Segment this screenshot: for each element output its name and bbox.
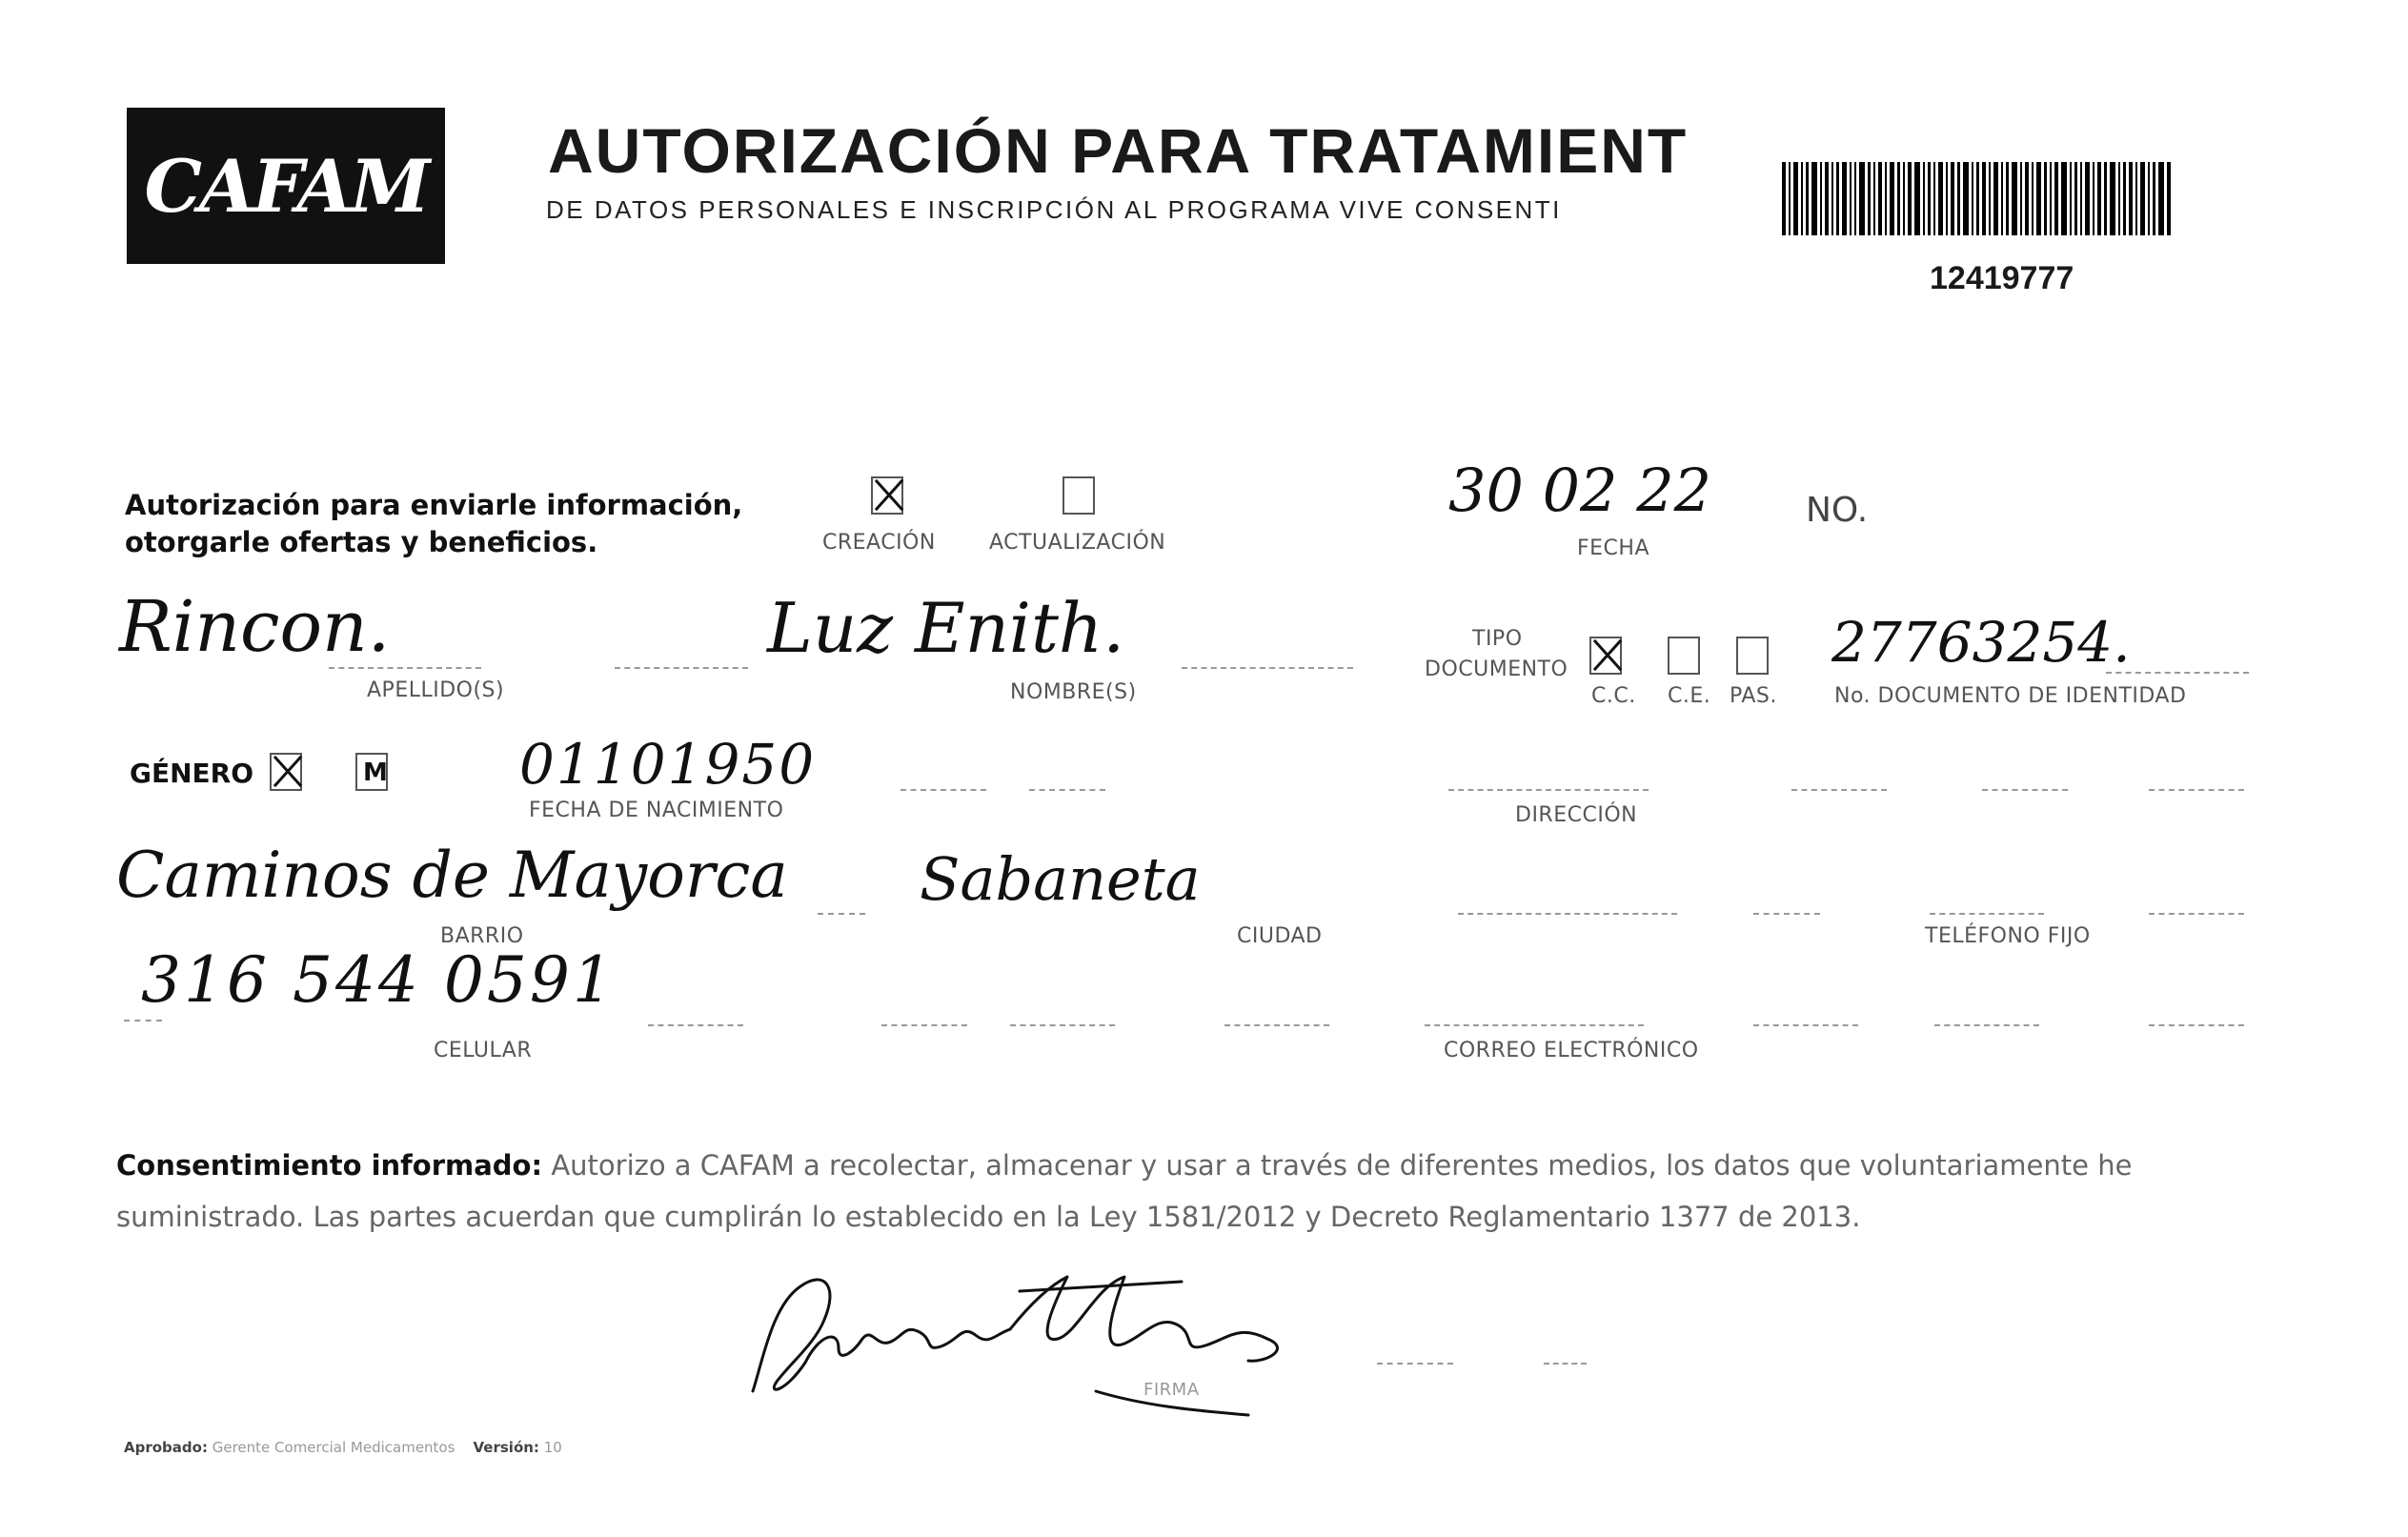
logo-text: CAFAM: [144, 143, 428, 229]
correo-line-7: [2149, 1024, 2244, 1026]
direccion-line-1: [1029, 789, 1105, 791]
barcode-number: 12419777: [1930, 260, 2074, 296]
cc-checkbox[interactable]: [1589, 637, 1622, 675]
nacimiento-value[interactable]: 01101950: [519, 732, 817, 797]
aprobado-value: Gerente Comercial Medicamentos: [212, 1439, 455, 1456]
ce-label: C.E.: [1668, 684, 1711, 708]
pas-checkbox[interactable]: [1736, 637, 1769, 675]
ciudad-value[interactable]: Sabaneta: [920, 844, 1201, 914]
ciudad-label: CIUDAD: [1237, 924, 1323, 948]
apellidos-value[interactable]: Rincon.: [119, 586, 391, 668]
correo-label: CORREO ELECTRÓNICO: [1444, 1039, 1699, 1062]
apellidos-label: APELLIDO(S): [367, 678, 505, 702]
celular-line-right: [648, 1024, 743, 1026]
documento-value[interactable]: 27763254.: [1831, 610, 2131, 675]
telefono-line-4: [2149, 913, 2244, 915]
creacion-label: CREACIÓN: [822, 531, 936, 555]
apellidos-line: [329, 667, 481, 669]
no-label: NO.: [1806, 491, 1869, 530]
barcode: [1782, 162, 2173, 235]
correo-line-5: [1753, 1024, 1858, 1026]
barrio-line: [818, 913, 865, 915]
authorization-text-line1: Autorización para enviarle información,: [125, 489, 743, 521]
cc-label: C.C.: [1591, 684, 1636, 708]
signature: [734, 1248, 1353, 1420]
celular-value[interactable]: 316 544 0591: [141, 943, 616, 1017]
direccion-line-2: [1448, 789, 1649, 791]
nombres-value[interactable]: Luz Enith.: [767, 588, 1125, 668]
celular-line-left: [124, 1020, 162, 1021]
nombres-line-right: [1182, 667, 1353, 669]
telefono-line-1: [1458, 913, 1677, 915]
nombres-label: NOMBRE(S): [1010, 680, 1137, 704]
direccion-line-4: [1982, 789, 2068, 791]
direccion-line-3: [1791, 789, 1887, 791]
barrio-value[interactable]: Caminos de Mayorca: [116, 839, 788, 912]
consent-body: Autorizo a CAFAM a recolectar, almacenar y usar a través de diferentes medios, los datos que voluntariamente he suministrado. Las partes acuerdan que cumplirán lo establecido en la Ley 1581/2012 y Decreto Reglamentario 1377 de 2013.: [116, 1149, 2133, 1233]
version-label: Versión:: [473, 1439, 539, 1456]
direccion-label: DIRECCIÓN: [1515, 803, 1638, 827]
actualizacion-checkbox[interactable]: [1062, 476, 1095, 515]
correo-line-1: [881, 1024, 967, 1026]
nacimiento-line: [900, 789, 986, 791]
actualizacion-label: ACTUALIZACIÓN: [989, 531, 1166, 555]
pas-label: PAS.: [1730, 684, 1777, 708]
aprobado-label: Aprobado:: [124, 1439, 208, 1456]
correo-line-3: [1224, 1024, 1329, 1026]
telefono-line-2: [1753, 913, 1820, 915]
barrio-label: BARRIO: [440, 924, 524, 948]
documento-label: No. DOCUMENTO DE IDENTIDAD: [1834, 684, 2187, 708]
fecha-label: FECHA: [1577, 536, 1650, 560]
authorization-text-line2: otorgarle ofertas y beneficios.: [125, 526, 598, 558]
nacimiento-label: FECHA DE NACIMIENTO: [529, 799, 784, 822]
correo-line-6: [1934, 1024, 2039, 1026]
genero-f-checkbox[interactable]: [270, 753, 302, 791]
consent-heading: Consentimiento informado:: [116, 1149, 543, 1182]
firma-line-2: [1544, 1363, 1587, 1365]
consent-paragraph: [116, 1140, 2260, 1243]
tipo-documento-label-2: DOCUMENTO: [1425, 657, 1568, 681]
form-subtitle: DE DATOS PERSONALES E INSCRIPCIÓN AL PROGRAMA VIVE CONSENTI: [546, 195, 1562, 224]
genero-m-label: M: [363, 758, 388, 787]
footer-approval: [124, 1439, 562, 1456]
documento-line: [2106, 672, 2249, 674]
firma-label: FIRMA: [1143, 1380, 1200, 1400]
correo-line-4: [1425, 1024, 1644, 1026]
fecha-value[interactable]: 30 02 22: [1448, 455, 1712, 525]
genero-label: GÉNERO: [130, 758, 254, 789]
telefono-line-3: [1930, 913, 2044, 915]
telefono-label: TELÉFONO FIJO: [1925, 924, 2091, 948]
nombres-line-left: [615, 667, 748, 669]
tipo-documento-label-1: TIPO: [1472, 627, 1523, 651]
correo-line-2: [1010, 1024, 1115, 1026]
form-title: AUTORIZACIÓN PARA TRATAMIENT: [548, 115, 1689, 186]
celular-label: CELULAR: [434, 1039, 533, 1062]
ce-checkbox[interactable]: [1668, 637, 1700, 675]
creacion-checkbox[interactable]: [871, 476, 903, 515]
direccion-line-5: [2149, 789, 2244, 791]
cafam-logo: [127, 108, 445, 264]
version-value: 10: [543, 1439, 562, 1456]
firma-line-1: [1377, 1363, 1453, 1365]
